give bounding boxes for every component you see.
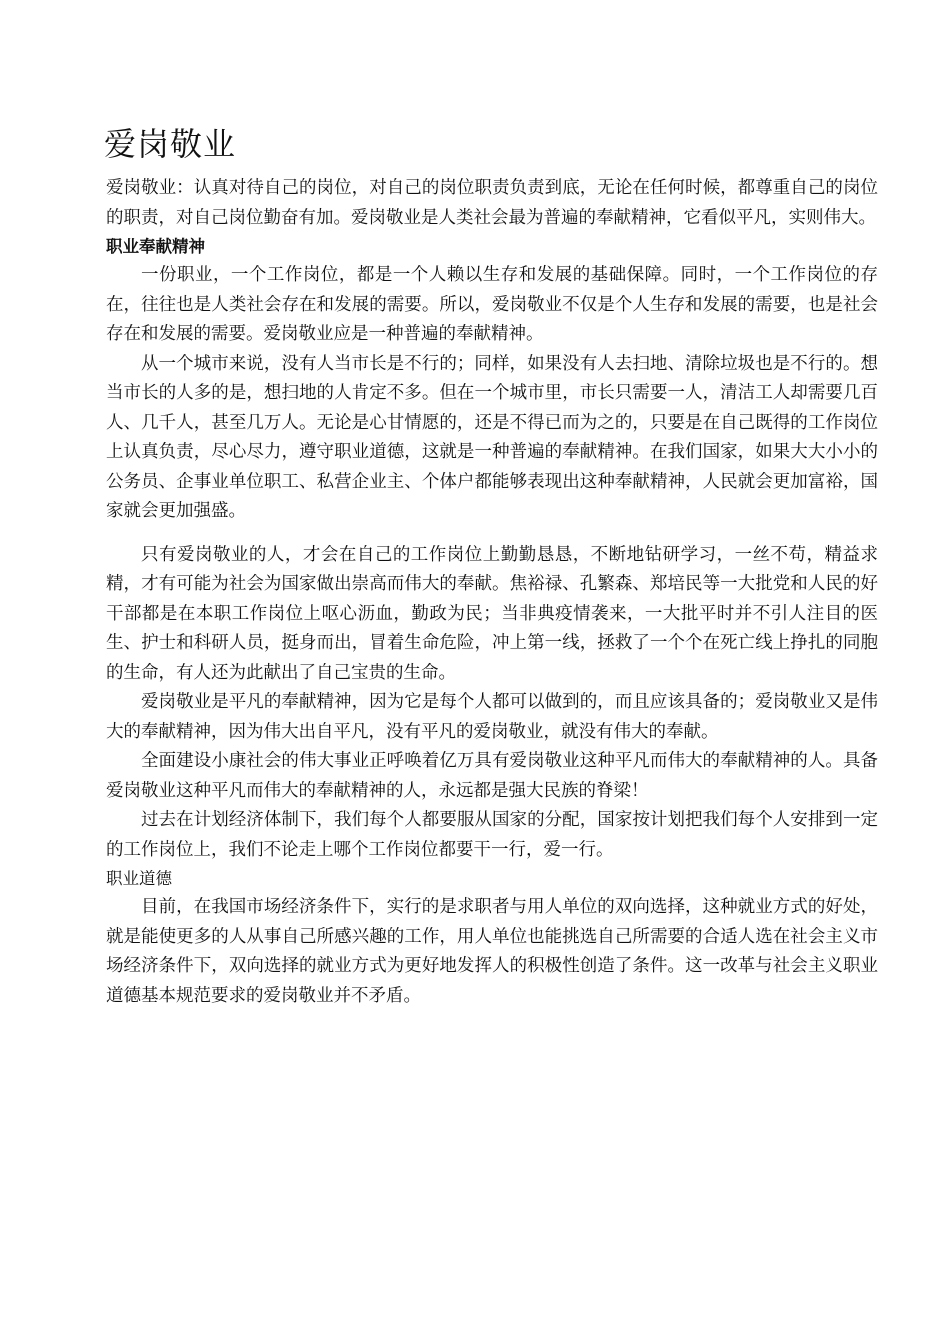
section-heading-ethics: 职业道德 — [106, 869, 172, 888]
body-paragraph: 只有爱岗敬业的人，才会在自己的工作岗位上勤勤恳恳，不断地钻研学习，一丝不苟，精益求精，才有可能为社会为国家做出崇高而伟大的奉献。焦裕禄、孔繁森、郑培民等一大批党和人民的好干部都是在本职工作岗位上呕心沥血，勤政为民；当非典疫情袭来，一大批平时并不引人注目的医生、护士和科研人员，挺身而出，冒着生命危险，冲上第一线，拯救了一个个在死亡线上挣扎的同胞的生命，有人还为此献出了自己宝贵的生命。 — [106, 544, 878, 683]
body-paragraph: 一份职业，一个工作岗位，都是一个人赖以生存和发展的基础保障。同时，一个工作岗位的存在，往往也是人类社会存在和发展的需要。所以，爱岗敬业不仅是个人生存和发展的需要，也是社会存在和发展的需要。爱岗敬业应是一种普遍的奉献精神。 — [106, 265, 878, 344]
intro-paragraph: 爱岗敬业：认真对待自己的岗位，对自己的岗位职责负责到底，无论在任何时候，都尊重自己的岗位的职责，对自己岗位勤奋有加。爱岗敬业是人类社会最为普遍的奉献精神，它看似平凡，实则伟大。 — [106, 178, 878, 228]
document-page — [106, 122, 878, 1011]
body-paragraph: 爱岗敬业是平凡的奉献精神，因为它是每个人都可以做到的，而且应该具备的；爱岗敬业又是伟大的奉献精神，因为伟大出自平凡，没有平凡的爱岗敬业，就没有伟大的奉献。 — [106, 692, 878, 742]
body-paragraph: 从一个城市来说，没有人当市长是不行的；同样，如果没有人去扫地、清除垃圾也是不行的。想当市长的人多的是，想扫地的人肯定不多。但在一个城市里，市长只需要一人，清洁工人却需要几百人、几千人，甚至几万人。无论是心甘情愿的，还是不得已而为之的，只要是在自己既得的工作岗位上认真负责，尽心尽力，遵守职业道德，这就是一种普遍的奉献精神。在我们国家，如果大大小小的公务员、企事业单位职工、私营企业主、个体户都能够表现出这种奉献精神，人民就会更加富裕，国家就会更加强盛。 — [106, 353, 878, 521]
document-title: 爱岗敬业 — [104, 125, 237, 163]
paragraph-spacer — [106, 527, 878, 541]
body-paragraph: 目前，在我国市场经济条件下，实行的是求职者与用人单位的双向选择，这种就业方式的好处，就是能使更多的人从事自己所感兴趣的工作，用人单位也能挑选自己所需要的合适人选在社会主义市场经济条件下，双向选择的就业方式为更好地发挥人的积极性创造了条件。这一改革与社会主义职业道德基本规范要求的爱岗敬业并不矛盾。 — [106, 897, 878, 1006]
section-heading-dedication: 职业奉献精神 — [106, 237, 205, 256]
body-paragraph: 全面建设小康社会的伟大事业正呼唤着亿万具有爱岗敬业这种平凡而伟大的奉献精神的人。具备爱岗敬业这种平凡而伟大的奉献精神的人，永远都是强大民族的脊梁！ — [106, 751, 878, 801]
body-paragraph: 过去在计划经济体制下，我们每个人都要服从国家的分配，国家按计划把我们每个人安排到一定的工作岗位上，我们不论走上哪个工作岗位都要干一行，爱一行。 — [106, 810, 878, 860]
